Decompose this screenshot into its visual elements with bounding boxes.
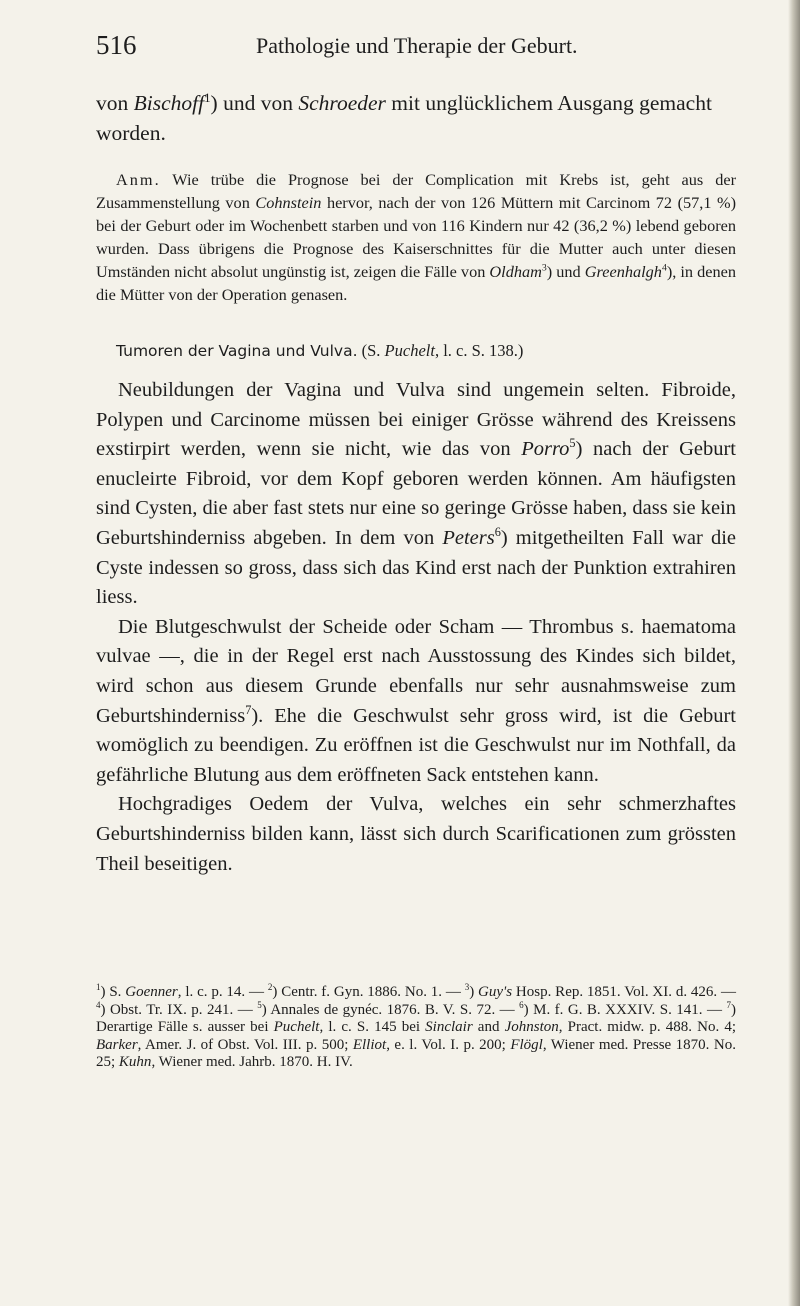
text: Die Blutgeschwulst der Scheide oder Scham — Thrombus s. haematoma vulvae —, die in der Regel erst nach Ausstossung des Kindes sich bildet, wird schon aus diesem Grunde ebenfalls nur sehr ausnahmsweise zum Geburtshinderniss	[96, 615, 736, 727]
intro-paragraph	[96, 88, 736, 148]
text: Hochgradiges Oedem der Vulva, welches ein sehr schmerzhaftes Geburtshinderniss bilden kann, lässt sich durch Scarificationen zum grössten Theil beseitigen.	[96, 793, 736, 875]
author-name: Schroeder	[298, 91, 386, 115]
text: Wie trübe die Prognose bei der Complication mit Krebs ist, geht aus der Zusammenstellung von	[96, 170, 736, 212]
text: von	[96, 91, 134, 115]
footnote-number: 2	[267, 982, 273, 992]
text: ) Annales de gynéc. 1876. B. V. S. 72. —	[261, 1001, 520, 1018]
text: Neubildungen der Vagina und Vulva sind ungemein selten. Fibroide, Polypen und Carcinome müssen bei einiger Grösse während des Kreissens exstirpirt werden, wenn sie nicht, wie das von	[96, 379, 736, 461]
text: , e. l. Vol. I. p. 200;	[386, 1036, 511, 1053]
footnote-ref: 5	[569, 436, 576, 451]
author-name: Bischoff	[133, 91, 205, 115]
text: ) und von	[210, 91, 299, 115]
body-paragraph	[96, 613, 736, 791]
author-name: Peters	[442, 526, 495, 549]
main-text	[96, 376, 736, 879]
author-name: Flögl	[510, 1036, 543, 1053]
author-name: Barker	[96, 1036, 138, 1053]
text: ) Centr. f. Gyn. 1886. No. 1. —	[272, 984, 465, 1000]
footnote-ref: 4	[661, 262, 667, 274]
text: ) M. f. G. B. XXXIV. S. 141. —	[523, 1001, 727, 1018]
text: , l. c. S. 145 bei	[319, 1019, 426, 1035]
author-name: Cohnstein	[255, 193, 322, 212]
text: and	[472, 1019, 505, 1035]
author-name: Oldham	[489, 262, 542, 281]
author-name: Kuhn	[118, 1054, 152, 1070]
text: Hosp. Rep. 1851. Vol. XI. d. 426. —	[512, 984, 736, 1000]
section-heading	[96, 340, 736, 362]
text: ) mitgetheilten Fall war die Cyste indessen so gross, dass sich das Kind erst nach der Punktion extrahiren liess.	[96, 526, 736, 609]
footnote-number: 3	[464, 982, 470, 992]
text: (S.	[357, 341, 385, 360]
footnote-number: 6	[519, 999, 524, 1010]
text: ) S.	[100, 984, 126, 1000]
text: , l. c. p. 14. —	[177, 984, 268, 1000]
text: )	[469, 984, 479, 1000]
text: mit unglücklichem Ausgang gemacht worden.	[96, 91, 712, 145]
text: ) nach der Geburt enucleirte Fibroid, vor dem Kopf geboren werden können. Am häufigsten sind Cysten, die aber fast stets nur eine so geringe Grösse haben, dass sie kein Geburtshinderniss abgeben. In dem von	[96, 438, 736, 549]
text: , Wiener med. Jahrb. 1870. H. IV.	[151, 1054, 353, 1070]
text: ), in denen die Mütter von der Operation genasen.	[96, 262, 737, 304]
footnote-ref: 6	[494, 525, 501, 540]
page-header	[96, 30, 736, 66]
text: , Pract. midw. p. 488. No. 4;	[558, 1019, 736, 1035]
author-name: Sinclair	[425, 1019, 473, 1035]
author-name: Porro	[521, 438, 570, 461]
text: , Wiener med. Presse 1870. No. 25;	[96, 1036, 736, 1070]
text: , l. c. S. 138.)	[434, 341, 524, 360]
text: hervor, nach der von 126 Müttern mit Carcinom 72 (57,1 %) bei der Geburt oder im Wochenbett starben und von 116 Kindern nur 42 (36,2 %) lebend geboren wurden. Dass übrigens die Prognose des Kaiserschnittes für die Mutter auch unter diesen Umständen nicht absolut ungünstig ist, zeigen die Fälle von	[96, 193, 736, 281]
author-name: Puchelt	[273, 1019, 320, 1035]
text: ) und	[546, 262, 585, 281]
annotation-paragraph	[96, 168, 736, 306]
footnote-number: 4	[96, 999, 101, 1010]
footnote-ref: 7	[245, 702, 252, 717]
author-name: Puchelt	[384, 341, 435, 360]
footnote-number: 7	[726, 999, 731, 1010]
author-name: Greenhalgh	[584, 262, 662, 281]
running-title: Pathologie und Therapie der Geburt.	[256, 33, 578, 58]
text: ) Obst. Tr. IX. p. 241. —	[100, 1001, 258, 1018]
annotation-label: Anm.	[116, 170, 161, 189]
footnote-number: 5	[257, 999, 262, 1010]
author-name: Goenner	[125, 984, 178, 1000]
section-title: Tumoren der Vagina und Vulva.	[116, 342, 358, 360]
author-name: Johnston	[504, 1019, 559, 1035]
author-name: Guy's	[478, 984, 513, 1000]
page-number: 516	[96, 30, 137, 60]
author-name: Elliot	[352, 1036, 387, 1053]
text: ) Derartige Fälle s. ausser bei	[96, 1001, 736, 1035]
text: ). Ehe die Geschwulst sehr gross wird, ist die Geburt womöglich zu beendigen. Zu eröffnen ist die Geschwulst nur im Nothfall, da gefährliche Blutung aus dem eröffneten Sack entstehen kann.	[96, 704, 736, 786]
body-paragraph	[96, 790, 736, 879]
footnote-ref: 1	[204, 90, 211, 105]
body-paragraph	[96, 376, 736, 613]
footnote-ref: 3	[541, 262, 547, 274]
text: , Amer. J. of Obst. Vol. III. p. 500;	[137, 1036, 353, 1053]
footnote-number: 1	[96, 982, 101, 992]
footnotes	[96, 984, 736, 1072]
page-edge-shadow	[788, 0, 800, 1306]
